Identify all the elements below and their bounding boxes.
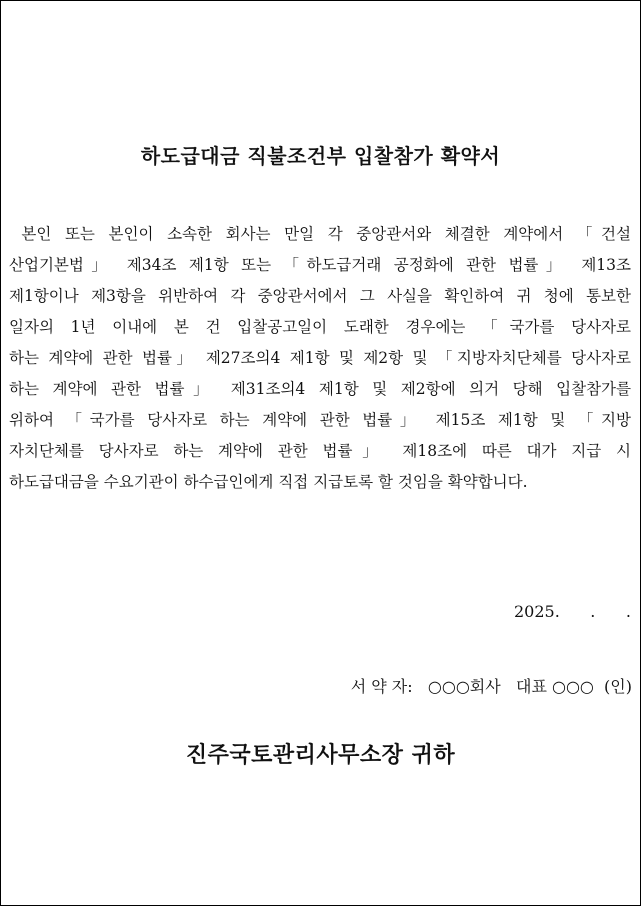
body-line: 위하여 「국가를 당사자로 하는 계약에 관한 법률」 제15조 제1항 및 「지방: [9, 411, 631, 429]
signer-label: 서 약 자:: [350, 677, 413, 696]
document-title: 하도급대금 직불조건부 입찰참가 확약서: [140, 144, 501, 168]
body-line: 본인 또는 본인이 소속한 회사는 만일 각 중앙관서와 체결한 계약에서 「건설: [21, 225, 631, 243]
body-line: 자치단체를 당사자로 하는 계약에 관한 법률」 제18조에 따른 대가 지급 시: [9, 442, 631, 460]
body-line: 하도급대금을 수요기관이 하수급인에게 직접 지급토록 할 것임을 확약합니다.: [9, 473, 528, 491]
signer-company: ○○○회사: [427, 677, 501, 696]
signer-line: [351, 674, 632, 697]
signer-representative: 대표 ○○○: [515, 677, 594, 696]
seal-mark: (인): [604, 677, 632, 696]
date-line: 2025. . .: [513, 602, 631, 621]
recipient: 진주국토관리사무소장 귀하: [185, 742, 456, 768]
body-line: 하는 계약에 관한 법률」 제31조의4 제1항 및 제2항에 의거 당해 입찰참가를: [9, 380, 631, 398]
body-line: 제1항이나 제3항을 위반하여 각 중앙관서에서 그 사실을 확인하여 귀 청에 통보한: [9, 287, 631, 305]
document-body: [9, 219, 631, 498]
body-line: 하는 계약에 관한 법률」 제27조의4 제1항 및 제2항 및 「지방자치단체를 당사자로: [9, 349, 631, 367]
body-line: 일자의 1년 이내에 본 건 입찰공고일이 도래한 경우에는 「국가를 당사자로: [9, 318, 631, 336]
body-line: 산업기본법」 제34조 제1항 또는 「하도급거래 공정화에 관한 법률」 제13조: [9, 256, 631, 274]
